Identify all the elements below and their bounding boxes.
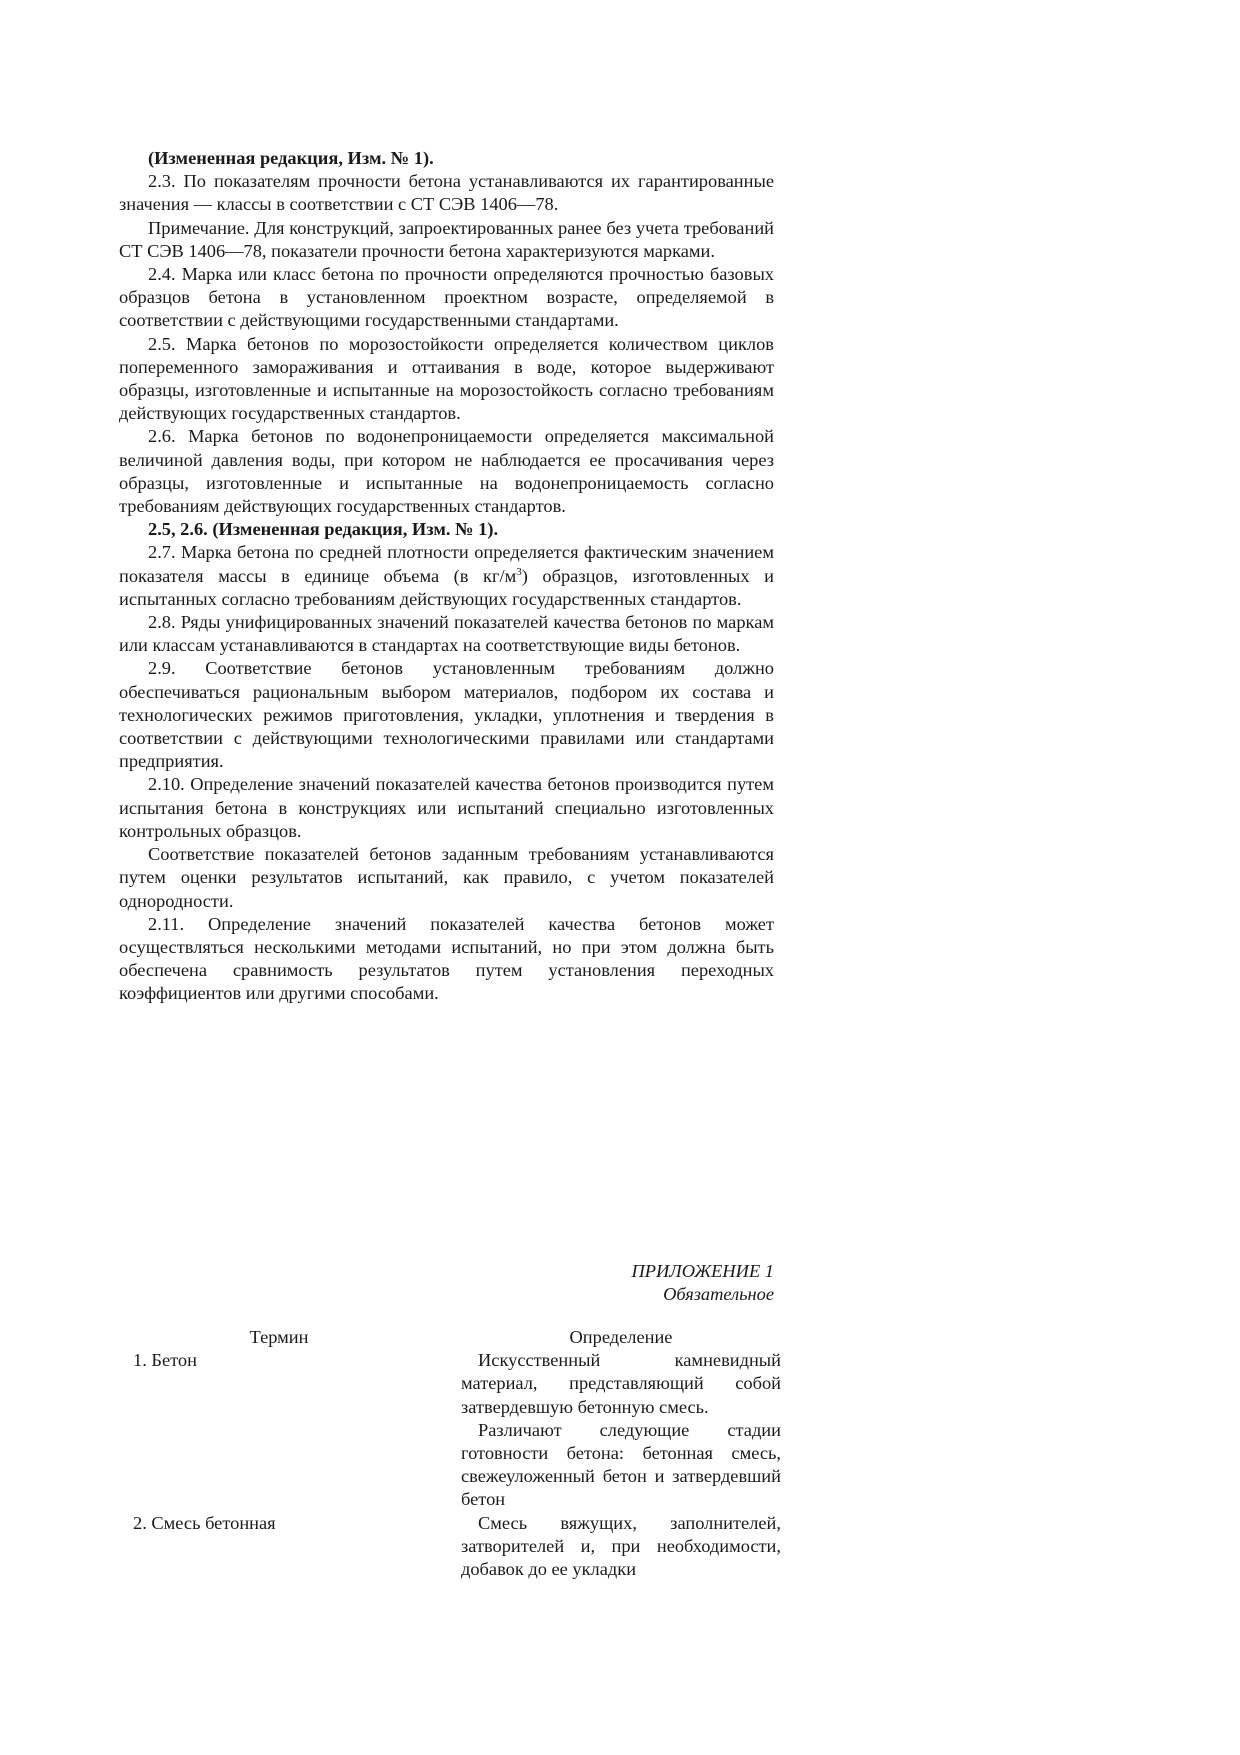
header-definition: Определение xyxy=(569,1327,673,1347)
definition-concrete-mix xyxy=(461,1512,781,1582)
table-row xyxy=(119,1512,781,1582)
paragraph-2-8: 2.8. Ряды унифицированных значений показателей качества бетонов по маркам или классам устанавливаются в стандартах на соответствующие виды бетонов. xyxy=(119,612,774,656)
edit-note-1: (Измененная редакция, Изм. № 1). xyxy=(148,148,434,168)
edit-note-2: 2.5, 2.6. (Измененная редакция, Изм. № 1). xyxy=(148,519,499,540)
terms-table xyxy=(119,1326,781,1581)
appendix-subtitle: Обязательное xyxy=(663,1284,774,1304)
appendix-title: ПРИЛОЖЕНИЕ 1 xyxy=(631,1261,774,1281)
paragraph-2-11: 2.11. Определение значений показателей качества бетонов может осуществляться несколькими методами испытаний, но при этом должна быть обеспечена сравнимость результатов путем установления переходных коэффициентов или другими способами. xyxy=(119,913,774,1004)
header-term: Термин xyxy=(249,1327,309,1347)
paragraph-2-6: 2.6. Марка бетонов по водонепроницаемости определяется максимальной величиной давления воды, при котором не наблюдается ее просачивания через образцы, изготовленные и испытанные на водонепроницаемость согласно требованиям действующих государственных стандартов. xyxy=(119,426,774,517)
superscript-3: 3 xyxy=(516,565,522,578)
paragraph-2-7 xyxy=(119,541,774,611)
paragraph-2-9: 2.9. Соответствие бетонов установленным требованиям должно обеспечиваться рациональным выбором материалов, подбором их состава и технологических режимов приготовления, укладки, уплотнения и твердения в соответствии с действующими технологическими правилами или стандартами предприятия. xyxy=(119,658,774,772)
term-concrete-mix: 2. Смесь бетонная xyxy=(133,1512,276,1533)
definition-paragraph: Различают следующие стадии готовности бетона: бетонная смесь, свежеуложенный бетон и затвердевший бетон xyxy=(461,1419,781,1510)
definition-paragraph: Смесь вяжущих, заполнителей, затворителей и, при необходимости, добавок до ее укладки xyxy=(461,1512,781,1580)
paragraph-2-4: 2.4. Марка или класс бетона по прочности определяются прочностью базовых образцов бетона в установленном проектном возрасте, определяемой в соответствии с действующими государственными стандартами. xyxy=(119,264,774,331)
main-text xyxy=(119,147,774,1006)
paragraph-2-7-part1: 2.7. Марка бетона по средней плотности определяется фактическим значением показателя массы в единице объема (в кг/м xyxy=(119,542,774,586)
note-paragraph: Примечание. Для конструкций, запроектированных ранее без учета требований СТ СЭВ 1406—78, показатели прочности бетона характеризуются марками. xyxy=(119,217,774,261)
appendix-heading xyxy=(119,1260,774,1306)
paragraph-2-7-part2: ) образцов, изготовленных и испытанных согласно требованиям действующих государственных стандартов. xyxy=(119,565,774,609)
paragraph-2-3: 2.3. По показателям прочности бетона устанавливаются их гарантированные значения — классы в соответствии с СТ СЭВ 1406—78. xyxy=(119,171,774,215)
definition-concrete xyxy=(461,1349,781,1511)
paragraph-2-5: 2.5. Марка бетонов по морозостойкости определяется количеством циклов попеременного замораживания и оттаивания в воде, которое выдерживают образцы, изготовленные и испытанные на морозостойкость согласно требованиям действующих государственных стандартов. xyxy=(119,333,774,424)
paragraph-2-10: 2.10. Определение значений показателей качества бетонов производится путем испытания бетона в конструкциях или испытаний специально изготовленных контрольных образцов. xyxy=(119,774,774,841)
paragraph-2-10-continuation: Соответствие показателей бетонов заданным требованиям устанавливаются путем оценки результатов испытаний, как правило, с учетом показателей однородности. xyxy=(119,844,774,911)
definition-paragraph: Искусственный камневидный материал, представляющий собой затвердевшую бетонную смесь. xyxy=(461,1350,781,1417)
term-concrete: 1. Бетон xyxy=(133,1350,197,1371)
table-row xyxy=(119,1349,781,1511)
terms-table-header xyxy=(119,1326,781,1349)
